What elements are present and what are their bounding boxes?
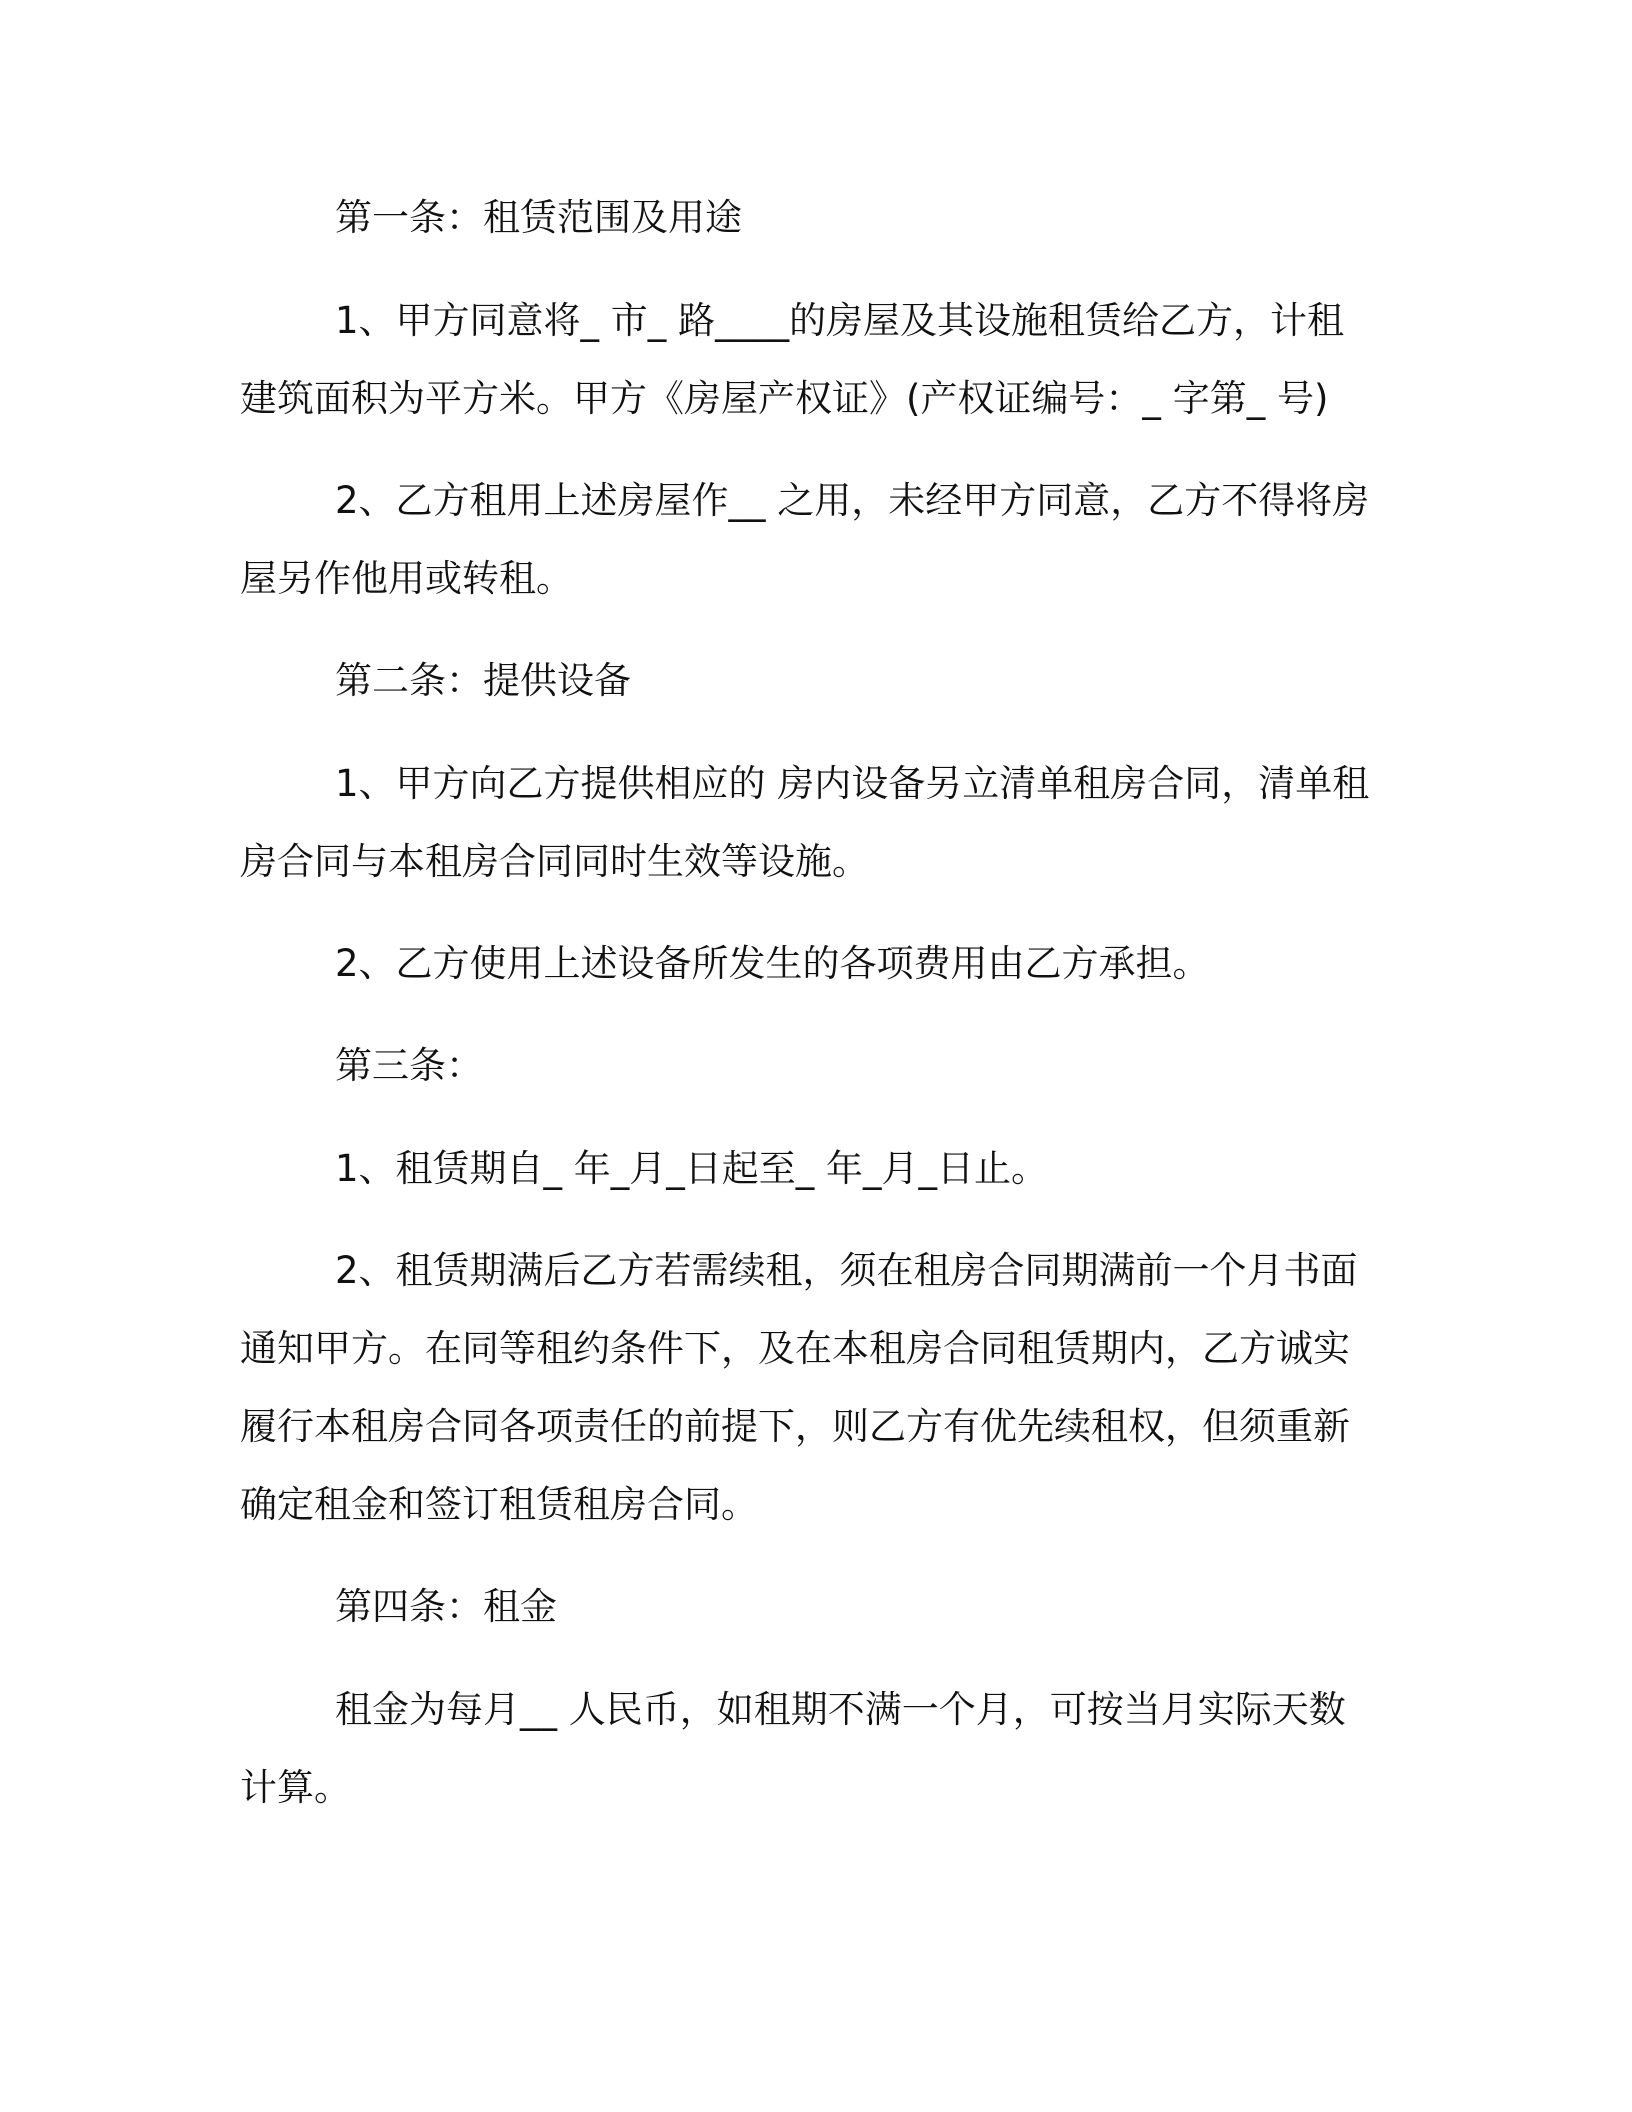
article-1-clause-1-line-1: 1、甲方同意将_ 市_ 路____的房屋及其设施租赁给乙方，计租 bbox=[335, 299, 1345, 342]
article-2-clause-1-line-2: 房合同与本租房合同同时生效等设施。 bbox=[240, 840, 869, 883]
article-3-clause-1: 1、租赁期自_ 年_月_日起至_ 年_月_日止。 bbox=[335, 1147, 1049, 1190]
article-3-clause-2-line-3: 履行本租房合同各项责任的前提下，则乙方有优先续租权，但须重新 bbox=[240, 1405, 1350, 1448]
article-1-clause-2-line-2: 屋另作他用或转租。 bbox=[240, 557, 573, 600]
article-1-heading: 第一条：租赁范围及用途 bbox=[335, 196, 742, 239]
article-4-clause-line-1: 租金为每月__ 人民币，如租期不满一个月，可按当月实际天数 bbox=[335, 1688, 1346, 1731]
article-2-heading: 第二条：提供设备 bbox=[335, 659, 631, 702]
article-4-heading: 第四条：租金 bbox=[335, 1585, 557, 1628]
article-3-clause-2-line-2: 通知甲方。在同等租约条件下，及在本租房合同租赁期内，乙方诚实 bbox=[240, 1327, 1350, 1370]
article-2-clause-1-line-1: 1、甲方向乙方提供相应的 房内设备另立清单租房合同，清单租 bbox=[335, 762, 1370, 805]
article-3-clause-2-line-1: 2、租赁期满后乙方若需续租，须在租房合同期满前一个月书面 bbox=[335, 1249, 1358, 1292]
article-3-heading: 第三条： bbox=[335, 1044, 483, 1087]
article-2-clause-2: 2、乙方使用上述设备所发生的各项费用由乙方承担。 bbox=[335, 942, 1210, 985]
article-3-clause-2-line-4: 确定租金和签订租赁租房合同。 bbox=[240, 1483, 758, 1526]
article-1-clause-2-line-1: 2、乙方租用上述房屋作__ 之用，未经甲方同意，乙方不得将房 bbox=[335, 479, 1370, 522]
article-1-clause-1-line-2: 建筑面积为平方米。甲方《房屋产权证》(产权证编号：_ 字第_ 号) bbox=[240, 377, 1329, 420]
article-4-clause-line-2: 计算。 bbox=[240, 1766, 351, 1809]
